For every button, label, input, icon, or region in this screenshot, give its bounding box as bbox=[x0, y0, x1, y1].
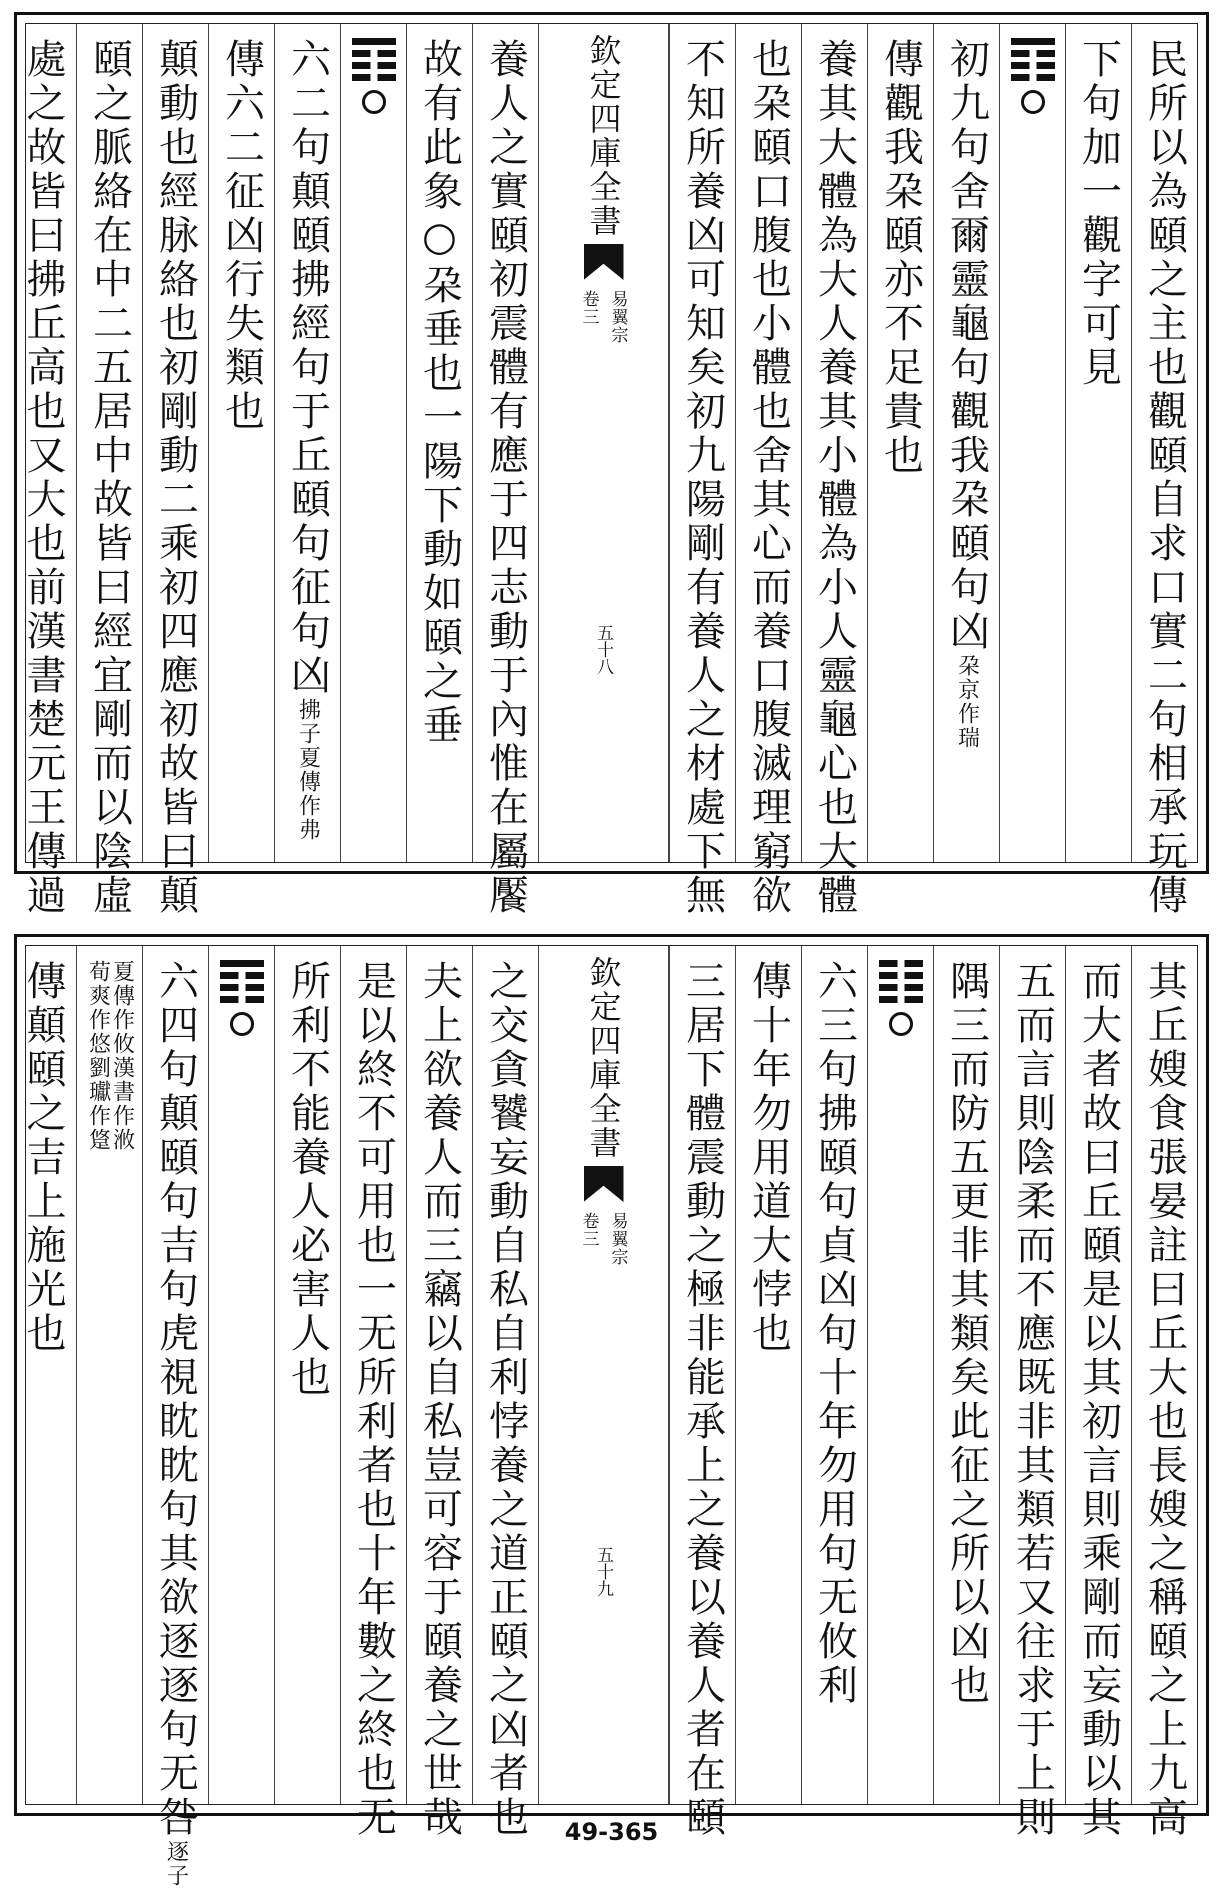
text-column bbox=[867, 24, 933, 862]
column-text: 養其大體為大人養其小體為小人靈龜心也大體 bbox=[811, 38, 858, 918]
column-text: 之交貪饕妄動自私自利悖養之道正頤之凶者也 bbox=[482, 960, 529, 1840]
text-column bbox=[669, 946, 735, 1840]
column-text: 養人之實頤初震體有應于四志動于內惟在屬饜 bbox=[482, 38, 529, 918]
column-text: 顛動也經脉絡也初剛動二乘初四應初故皆曰顛 bbox=[152, 38, 199, 918]
column-text: 所利不能養人必害人也 bbox=[284, 960, 331, 1400]
column-text: 而大者故曰丘頤是以其初言則乘剛而妄動以其 bbox=[1075, 960, 1122, 1840]
text-column bbox=[801, 24, 867, 918]
center-fold bbox=[538, 946, 669, 1804]
hexagram-column bbox=[999, 24, 1065, 862]
text-column bbox=[10, 24, 76, 918]
text-column bbox=[933, 24, 999, 862]
column-text: 是以終不可用也一无所利者也十年數之終也无 bbox=[350, 960, 397, 1840]
hexagram-icon bbox=[220, 960, 264, 1036]
annotation-text: 夏傳作攸漢書作浟 bbox=[109, 960, 135, 1152]
hexagram-column bbox=[867, 946, 933, 1804]
column-text: 隅三而防五更非其類矣此征之所以凶也 bbox=[943, 960, 990, 1708]
column-text: 傳顛頤之吉上施光也 bbox=[20, 960, 66, 1356]
text-column bbox=[406, 24, 472, 862]
text-column bbox=[274, 946, 340, 1804]
annotation-column bbox=[76, 946, 142, 1804]
column-text: 不知所養凶可知矣初九陽剛有養人之材處下無 bbox=[679, 38, 726, 918]
text-column bbox=[142, 24, 208, 918]
column-text: 六二句顛頤拂經句于丘頤句征句凶 bbox=[284, 38, 331, 698]
column-text: 五而言則陰柔而不應既非其類若又往求于上則 bbox=[1009, 960, 1056, 1840]
text-column bbox=[208, 24, 274, 862]
page-number: 49-365 bbox=[564, 1818, 659, 1846]
book-name: 易翼宗 bbox=[607, 290, 628, 344]
text-column bbox=[1065, 24, 1131, 862]
column-text: 也朶頤口腹也小體也舍其心而養口腹滅理窮欲 bbox=[745, 38, 792, 918]
text-column bbox=[999, 946, 1065, 1840]
upper-page-frame bbox=[20, 23, 1198, 918]
text-column bbox=[142, 946, 208, 1888]
hexagram-icon bbox=[352, 38, 396, 114]
text-column bbox=[669, 24, 735, 918]
volume-label: 卷三 bbox=[578, 290, 599, 326]
text-column bbox=[1131, 24, 1197, 918]
annotation-text: 逐子 bbox=[163, 1840, 189, 1888]
book-title: 欽定四庫全書 bbox=[584, 956, 623, 1160]
annotation bbox=[956, 654, 978, 750]
column-text: 故有此象○朶垂也一陽下動如頤之垂 bbox=[416, 38, 463, 748]
book-info bbox=[577, 1212, 631, 1266]
hexagram-column bbox=[340, 24, 406, 862]
annotation bbox=[297, 698, 319, 842]
column-text: 其丘嫂食張晏註曰丘大也長嫂之稱頤之上九高 bbox=[1141, 960, 1188, 1840]
column-text: 六三句拂頤句貞凶句十年勿用句无攸利 bbox=[811, 960, 858, 1708]
circle-marker-icon bbox=[889, 1012, 913, 1036]
text-column bbox=[10, 946, 76, 1804]
column-text: 民所以為頤之主也觀頤自求口實二句相承玩傳 bbox=[1141, 38, 1188, 918]
hexagram-column bbox=[208, 946, 274, 1804]
book-name: 易翼宗 bbox=[607, 1212, 628, 1266]
folio-number: 五十八 bbox=[593, 624, 613, 675]
column-text: 處之故皆曰拂丘高也又大也前漢書楚元王傳過 bbox=[20, 38, 66, 918]
book-title: 欽定四庫全書 bbox=[584, 34, 623, 238]
annotation bbox=[87, 960, 133, 1152]
upper-page bbox=[14, 12, 1209, 918]
column-text: 傳六二征凶行失類也 bbox=[218, 38, 265, 434]
center-fold bbox=[538, 24, 669, 862]
circle-marker-icon bbox=[362, 90, 386, 114]
column-text: 初九句舍爾靈龜句觀我朶頤句凶 bbox=[943, 38, 990, 654]
circle-marker-icon bbox=[230, 1012, 254, 1036]
text-column bbox=[735, 946, 801, 1804]
book-info bbox=[577, 290, 631, 344]
text-column bbox=[933, 946, 999, 1804]
text-column bbox=[406, 946, 472, 1840]
text-column bbox=[1065, 946, 1131, 1840]
hexagram-icon bbox=[879, 960, 923, 1036]
text-column bbox=[472, 946, 538, 1840]
text-column bbox=[340, 946, 406, 1840]
folio-number: 五十九 bbox=[593, 1546, 613, 1597]
text-column bbox=[801, 946, 867, 1804]
volume-label: 卷三 bbox=[578, 1212, 599, 1248]
text-column bbox=[1131, 946, 1197, 1840]
text-column bbox=[472, 24, 538, 918]
text-column bbox=[274, 24, 340, 862]
column-text: 傳觀我朶頤亦不足貴也 bbox=[877, 38, 924, 478]
column-text: 三居下體震動之極非能承上之養以養人者在頤 bbox=[679, 960, 726, 1840]
fish-tail-mark-icon bbox=[584, 1166, 624, 1202]
fish-tail-mark-icon bbox=[584, 244, 624, 280]
annotation-text: 朶京作瑞 bbox=[954, 654, 980, 750]
hexagram-icon bbox=[1011, 38, 1055, 114]
circle-marker-icon bbox=[1021, 90, 1045, 114]
annotation bbox=[165, 1840, 187, 1888]
text-column bbox=[76, 24, 142, 918]
column-text: 下句加一觀字可見 bbox=[1075, 38, 1122, 390]
column-text: 夫上欲養人而三竊以自私豈可容于頤養之世哉 bbox=[416, 960, 463, 1840]
column-text: 傳十年勿用道大悖也 bbox=[745, 960, 792, 1356]
column-text: 六四句顛頤句吉句虎視眈眈句其欲逐逐句无咎 bbox=[152, 960, 199, 1840]
annotation-text: 拂子夏傳作弗 bbox=[295, 698, 321, 842]
annotation-text: 荀爽作悠劉瓛作跾 bbox=[85, 960, 111, 1152]
text-column bbox=[735, 24, 801, 918]
column-text: 頤之脈絡在中二五居中故皆曰經宜剛而以陰虛 bbox=[86, 38, 133, 918]
